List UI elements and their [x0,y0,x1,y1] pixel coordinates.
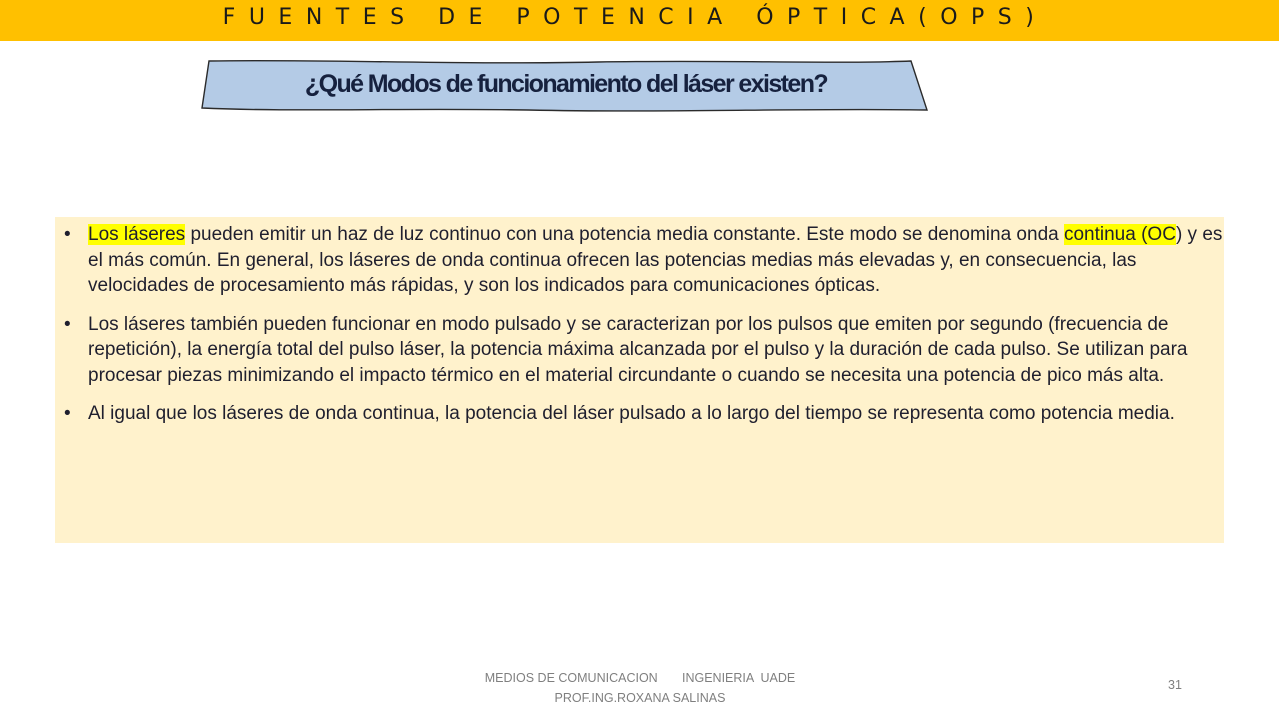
highlighted-term: continua (OC [1063,224,1176,245]
bullet-continuous-mode [55,222,1224,299]
slide-header-title: FUENTES DE POTENCIA ÓPTICA(OPS) [222,5,1048,30]
slide-page-number: 31 [1168,678,1182,692]
bullet-marker: • [64,224,71,245]
highlighted-term: Los láseres [88,224,186,245]
bullet-marker: • [64,403,71,424]
bullet-text: Al igual que los láseres de onda continua, la potencia del láser pulsado a lo largo del tiempo se representa como potencia media. [88,403,1175,424]
footer-course-line: MEDIOS DE COMUNICACION INGENIERIA UADE [484,671,796,685]
content-box [55,217,1224,543]
bullet-text: Los láseres también pueden funcionar en modo pulsado y se caracterizan por los pulsos que emiten por segundo (frecuencia de repetición), la energía total del pulso láser, la potencia máxima alcanzada por el pulso y la duración de cada pulso. Se utilizan para procesar piezas minimizando el impacto térmico en el material circundante o cuando se necesita una potencia de pico más alta. [88,313,1188,386]
footer [440,668,840,708]
bullet-list [55,222,1224,427]
bullet-pulsed-mode [55,312,1224,389]
bullet-text: pueden emitir un haz de luz continuo con una potencia media constante. Este modo se denomina onda [185,224,1064,245]
slide-question-title: ¿Qué Modos de funcionamiento del láser existen? [304,70,828,98]
bullet-text: ) y es el más común. En general, los láseres de onda continua ofrecen las potencias medias más elevadas y, en consecuencia, las velocidades de procesamiento más rápidas, y son los indicados para comunicaciones ópticas. [88,224,1223,296]
footer-professor-line: PROF.ING.ROXANA SALINAS [554,691,726,705]
header-bar [0,0,1279,41]
bullet-marker: • [64,313,71,335]
bullet-average-power [55,401,1224,427]
